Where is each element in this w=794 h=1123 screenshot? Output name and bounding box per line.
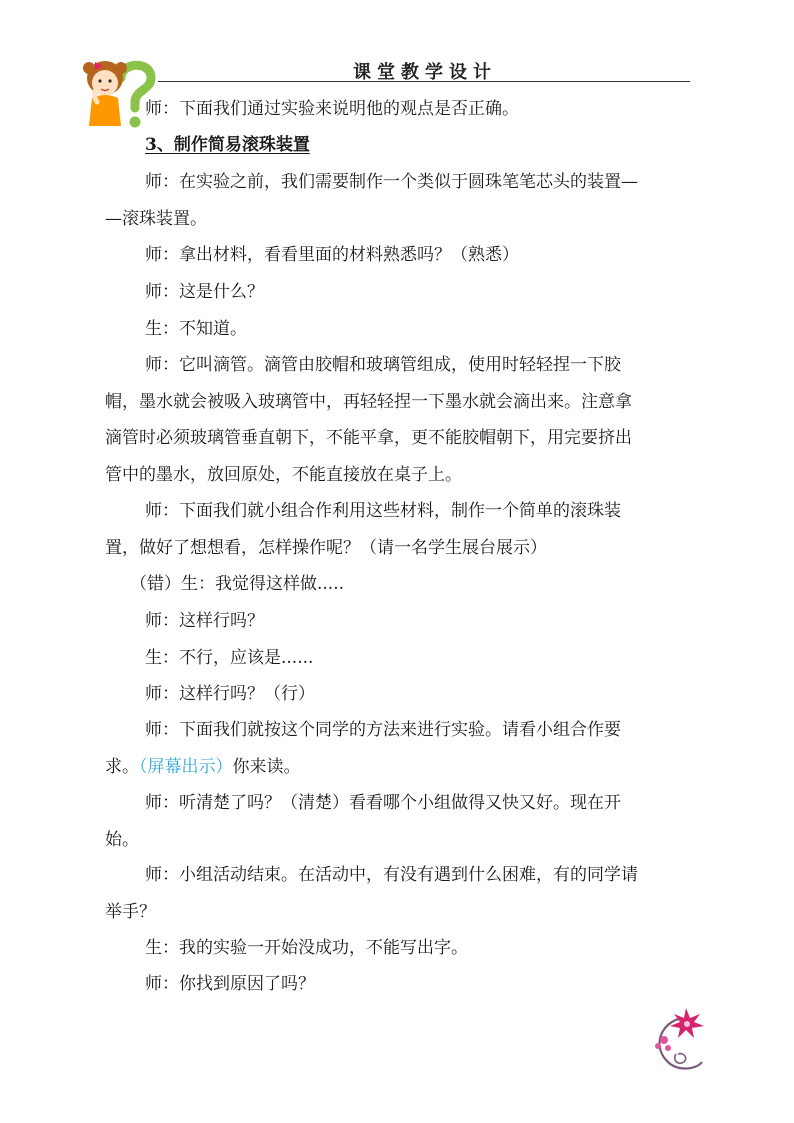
paragraph-text: 师：你找到原因了吗？ [145,974,315,994]
paragraph-text: 师：下面我们通过实验来说明他的观点是否正确。 [145,99,519,119]
paragraph-text: 师：下面我们就小组合作利用这些材料，制作一个简单的滚珠装 [145,501,621,521]
paragraph-text: 生：不行，应该是...... [145,648,314,668]
paragraph-text: 师：小组活动结束。在活动中，有没有遇到什么困难，有的同学请 [145,865,638,885]
paragraph-text: 求。 [105,756,139,777]
paragraph-text: 师：拿出材料，看看里面的材料熟悉吗？（熟悉） [145,245,519,265]
paragraph-text: 师：这是什么？ [145,282,264,302]
paragraph-4 [105,311,695,348]
paragraph-text: 你来读。 [232,756,301,777]
paragraph-0 [105,91,695,128]
paragraph-15 [105,966,695,1003]
paragraph-text: （错）生：我觉得这样做..... [130,574,345,594]
paragraph-text: —滚珠装置。 [105,208,207,229]
paragraph-6 [105,493,695,566]
paragraph-14 [105,930,695,967]
header-title: 课堂教学设计 [353,62,497,83]
paragraph-9 [105,640,695,677]
screen-cue-note: （屏幕出示） [139,756,233,777]
paragraph-8 [105,603,695,640]
paragraph-2 [105,237,695,274]
header-divider [158,81,690,82]
paragraph-3 [105,274,695,311]
paragraph-text: 师：下面我们就按这个同学的方法来进行实验。请看小组合作要 [145,720,621,740]
paragraph-text: 生：我的实验一开始没成功，不能写出字。 [145,938,468,958]
paragraph-text: 师：它叫滴管。滴管由胶帽和玻璃管组成，使用时轻轻捏一下胶 [145,355,621,375]
paragraph-text: 滴管时必须玻璃管垂直朝下，不能平拿，更不能胶帽朝下，用完要挤出 [105,428,632,448]
paragraph-text: 师：这样行吗？（行） [145,684,315,704]
paragraph-text: 生：不知道。 [145,319,247,339]
paragraph-text: 师：在实验之前，我们需要制作一个类似于圆珠笔笔芯头的装置— [145,172,638,192]
paragraph-text: 置，做好了想想看，怎样操作呢？（请一名学生展台展示） [105,537,547,558]
paragraph-text: 举手？ [105,901,156,922]
paragraph-text: 师：这样行吗？ [145,611,264,631]
paragraph-1 [105,164,695,237]
paragraph-text: 始。 [105,829,139,850]
paragraph-text: 师：听清楚了吗？（清楚）看看哪个小组做得又快又好。现在开 [145,793,621,813]
paragraph-5 [105,347,695,493]
pink-flower-swirl-icon [642,1000,722,1080]
paragraph-text: 帽，墨水就会被吸入玻璃管中，再轻轻捏一下墨水就会滴出来。注意拿 [105,391,632,412]
paragraph-text: 管中的墨水，放回原处，不能直接放在桌子上。 [105,464,462,485]
paragraph-12 [105,785,695,858]
section-heading: 3、制作简易滚珠装置 [145,135,310,155]
paragraph-11 [105,712,695,785]
paragraph-7 [130,566,720,603]
paragraph-13 [105,857,695,930]
paragraph-10 [105,676,695,713]
